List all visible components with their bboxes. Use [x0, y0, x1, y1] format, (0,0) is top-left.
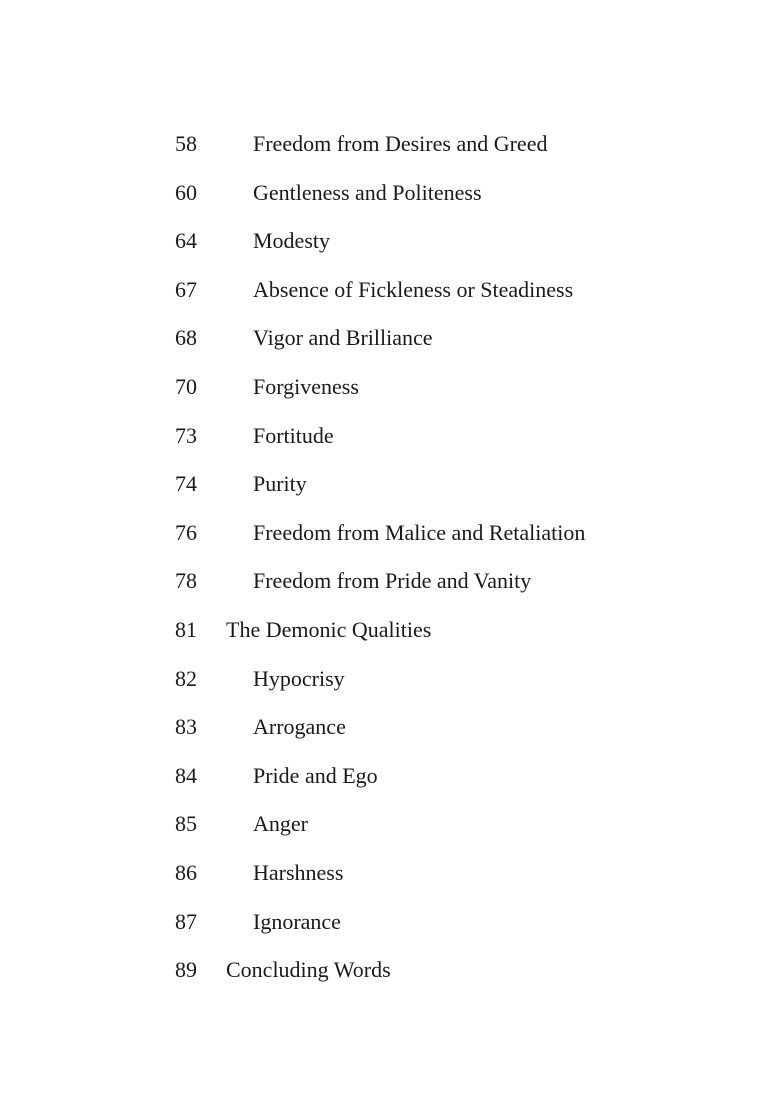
toc-page-number: 64 [175, 228, 197, 254]
toc-entry [0, 849, 780, 898]
toc-entry [0, 509, 780, 558]
toc-entry-title: Ignorance [253, 908, 341, 934]
toc-page-number: 83 [175, 714, 197, 740]
toc-entry [0, 412, 780, 461]
toc-entry-title: Absence of Fickleness or Steadiness [253, 276, 574, 302]
toc-entry [0, 460, 780, 509]
toc-entry-title: Modesty [253, 228, 330, 254]
toc-page-number: 60 [175, 179, 197, 205]
toc-entry-title: Anger [253, 811, 308, 837]
toc-section-title: The Demonic Qualities [226, 616, 432, 642]
toc-entry-title: Freedom from Pride and Vanity [253, 568, 532, 594]
toc-page-number: 74 [175, 471, 197, 497]
toc-entry-title: Pride and Ego [253, 762, 378, 788]
toc-entry-title: Vigor and Brilliance [253, 325, 433, 351]
toc-entry [0, 363, 780, 412]
toc-page-number: 85 [175, 811, 197, 837]
toc-entry [0, 557, 780, 606]
toc-entry [0, 169, 780, 218]
toc-section-heading [0, 606, 780, 655]
toc-entry-title: Freedom from Malice and Retaliation [253, 519, 586, 545]
toc-entry-title: Fortitude [253, 422, 334, 448]
toc-page-number: 84 [175, 762, 197, 788]
toc-entry-title: Arrogance [253, 714, 346, 740]
toc-page-number: 76 [175, 519, 197, 545]
toc-page-number: 78 [175, 568, 197, 594]
toc-entry-title: Freedom from Desires and Greed [253, 131, 548, 156]
toc-entry [0, 752, 780, 801]
toc-page-number: 86 [175, 859, 197, 885]
toc-entry [0, 266, 780, 315]
toc-page-number: 58 [175, 131, 197, 156]
toc-entry [0, 120, 780, 169]
toc-entry [0, 217, 780, 266]
toc-entry [0, 800, 780, 849]
table-of-contents [0, 120, 780, 995]
toc-page-number: 67 [175, 276, 197, 302]
toc-page-number: 68 [175, 325, 197, 351]
toc-page-number: 89 [175, 957, 197, 983]
toc-entry [0, 655, 780, 704]
toc-entry-title: Harshness [253, 859, 344, 885]
toc-entry [0, 703, 780, 752]
toc-page-number: 87 [175, 908, 197, 934]
toc-page-number: 73 [175, 422, 197, 448]
toc-entry-title: Forgiveness [253, 373, 359, 399]
toc-section-heading [0, 946, 780, 995]
toc-entry [0, 898, 780, 947]
toc-entry-title: Hypocrisy [253, 665, 345, 691]
toc-page-number: 82 [175, 665, 197, 691]
toc-page-number: 70 [175, 373, 197, 399]
toc-entry-title: Purity [253, 471, 307, 497]
toc-page-number: 81 [175, 616, 197, 642]
toc-entry [0, 314, 780, 363]
toc-section-title: Concluding Words [226, 957, 391, 983]
toc-entry-title: Gentleness and Politeness [253, 179, 482, 205]
